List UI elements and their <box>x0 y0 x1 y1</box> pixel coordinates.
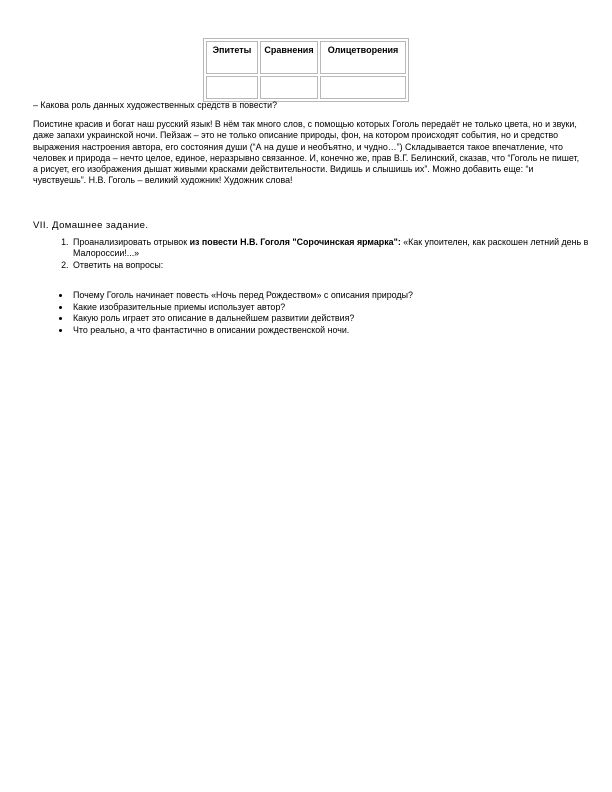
table-cell <box>260 76 318 99</box>
task-bold-text: из повести Н.В. Гоголя "Сорочинская ярмарка": <box>189 237 401 247</box>
task-text: Проанализировать отрывок <box>73 237 190 247</box>
list-item: • Какую роль играет это описание в дальнейшем развитии действия? <box>71 313 591 325</box>
list-item: • Почему Гоголь начинает повесть «Ночь перед Рождеством» с описания природы? <box>71 290 591 302</box>
list-item: • Что реально, а что фантастично в описании рождественской ночи. <box>71 325 591 337</box>
list-item: • Какие изобразительные приемы использует автор? <box>71 302 591 314</box>
table-header-row <box>206 41 406 74</box>
body-paragraph: Поистине красив и богат наш русский язык! В нём так много слов, с помощью которых Гоголь передаёт не только цвета, но и звуки, даже запахи украинской ночи. Пейзаж – это не только описание природы, фон, на котором происходят события, но и средство выражения настроения автора, его состояния души (“А на душе и необъятно, и чудно…”) Складывается такое впечатление, что человек и природа – нечто целое, единое, неразрывно связанное. И, конечно же, прав В.Г. Белинский, сказав, что “Гоголь не пишет, а рисует, его изображения дышат живыми красками действительности. Видишь и слышишь их”. Можно добавить еще: “и чувствуешь”. Н.В. Гоголь – великий художник! Художник слова! <box>33 119 580 186</box>
task-item <box>71 260 591 271</box>
header-comparisons: Сравнения <box>260 41 318 74</box>
devices-table-container <box>203 38 409 102</box>
header-personifications: Олицетворения <box>320 41 406 74</box>
homework-task-list <box>33 237 591 271</box>
section-heading: VII. Домашнее задание. <box>33 220 149 231</box>
question-list <box>33 290 591 336</box>
literary-devices-table <box>203 38 409 102</box>
table-cell <box>320 76 406 99</box>
question-text: – Какова роль данных художественных средств в повести? <box>33 100 278 110</box>
task-quote: «Как упоителен, как раскошен летний день в Малороссии!...» <box>73 237 589 259</box>
header-epithets: Эпитеты <box>206 41 258 74</box>
table-empty-row <box>206 76 406 99</box>
task-item <box>71 237 591 260</box>
table-cell <box>206 76 258 99</box>
task-text: Ответить на вопросы: <box>73 259 164 270</box>
